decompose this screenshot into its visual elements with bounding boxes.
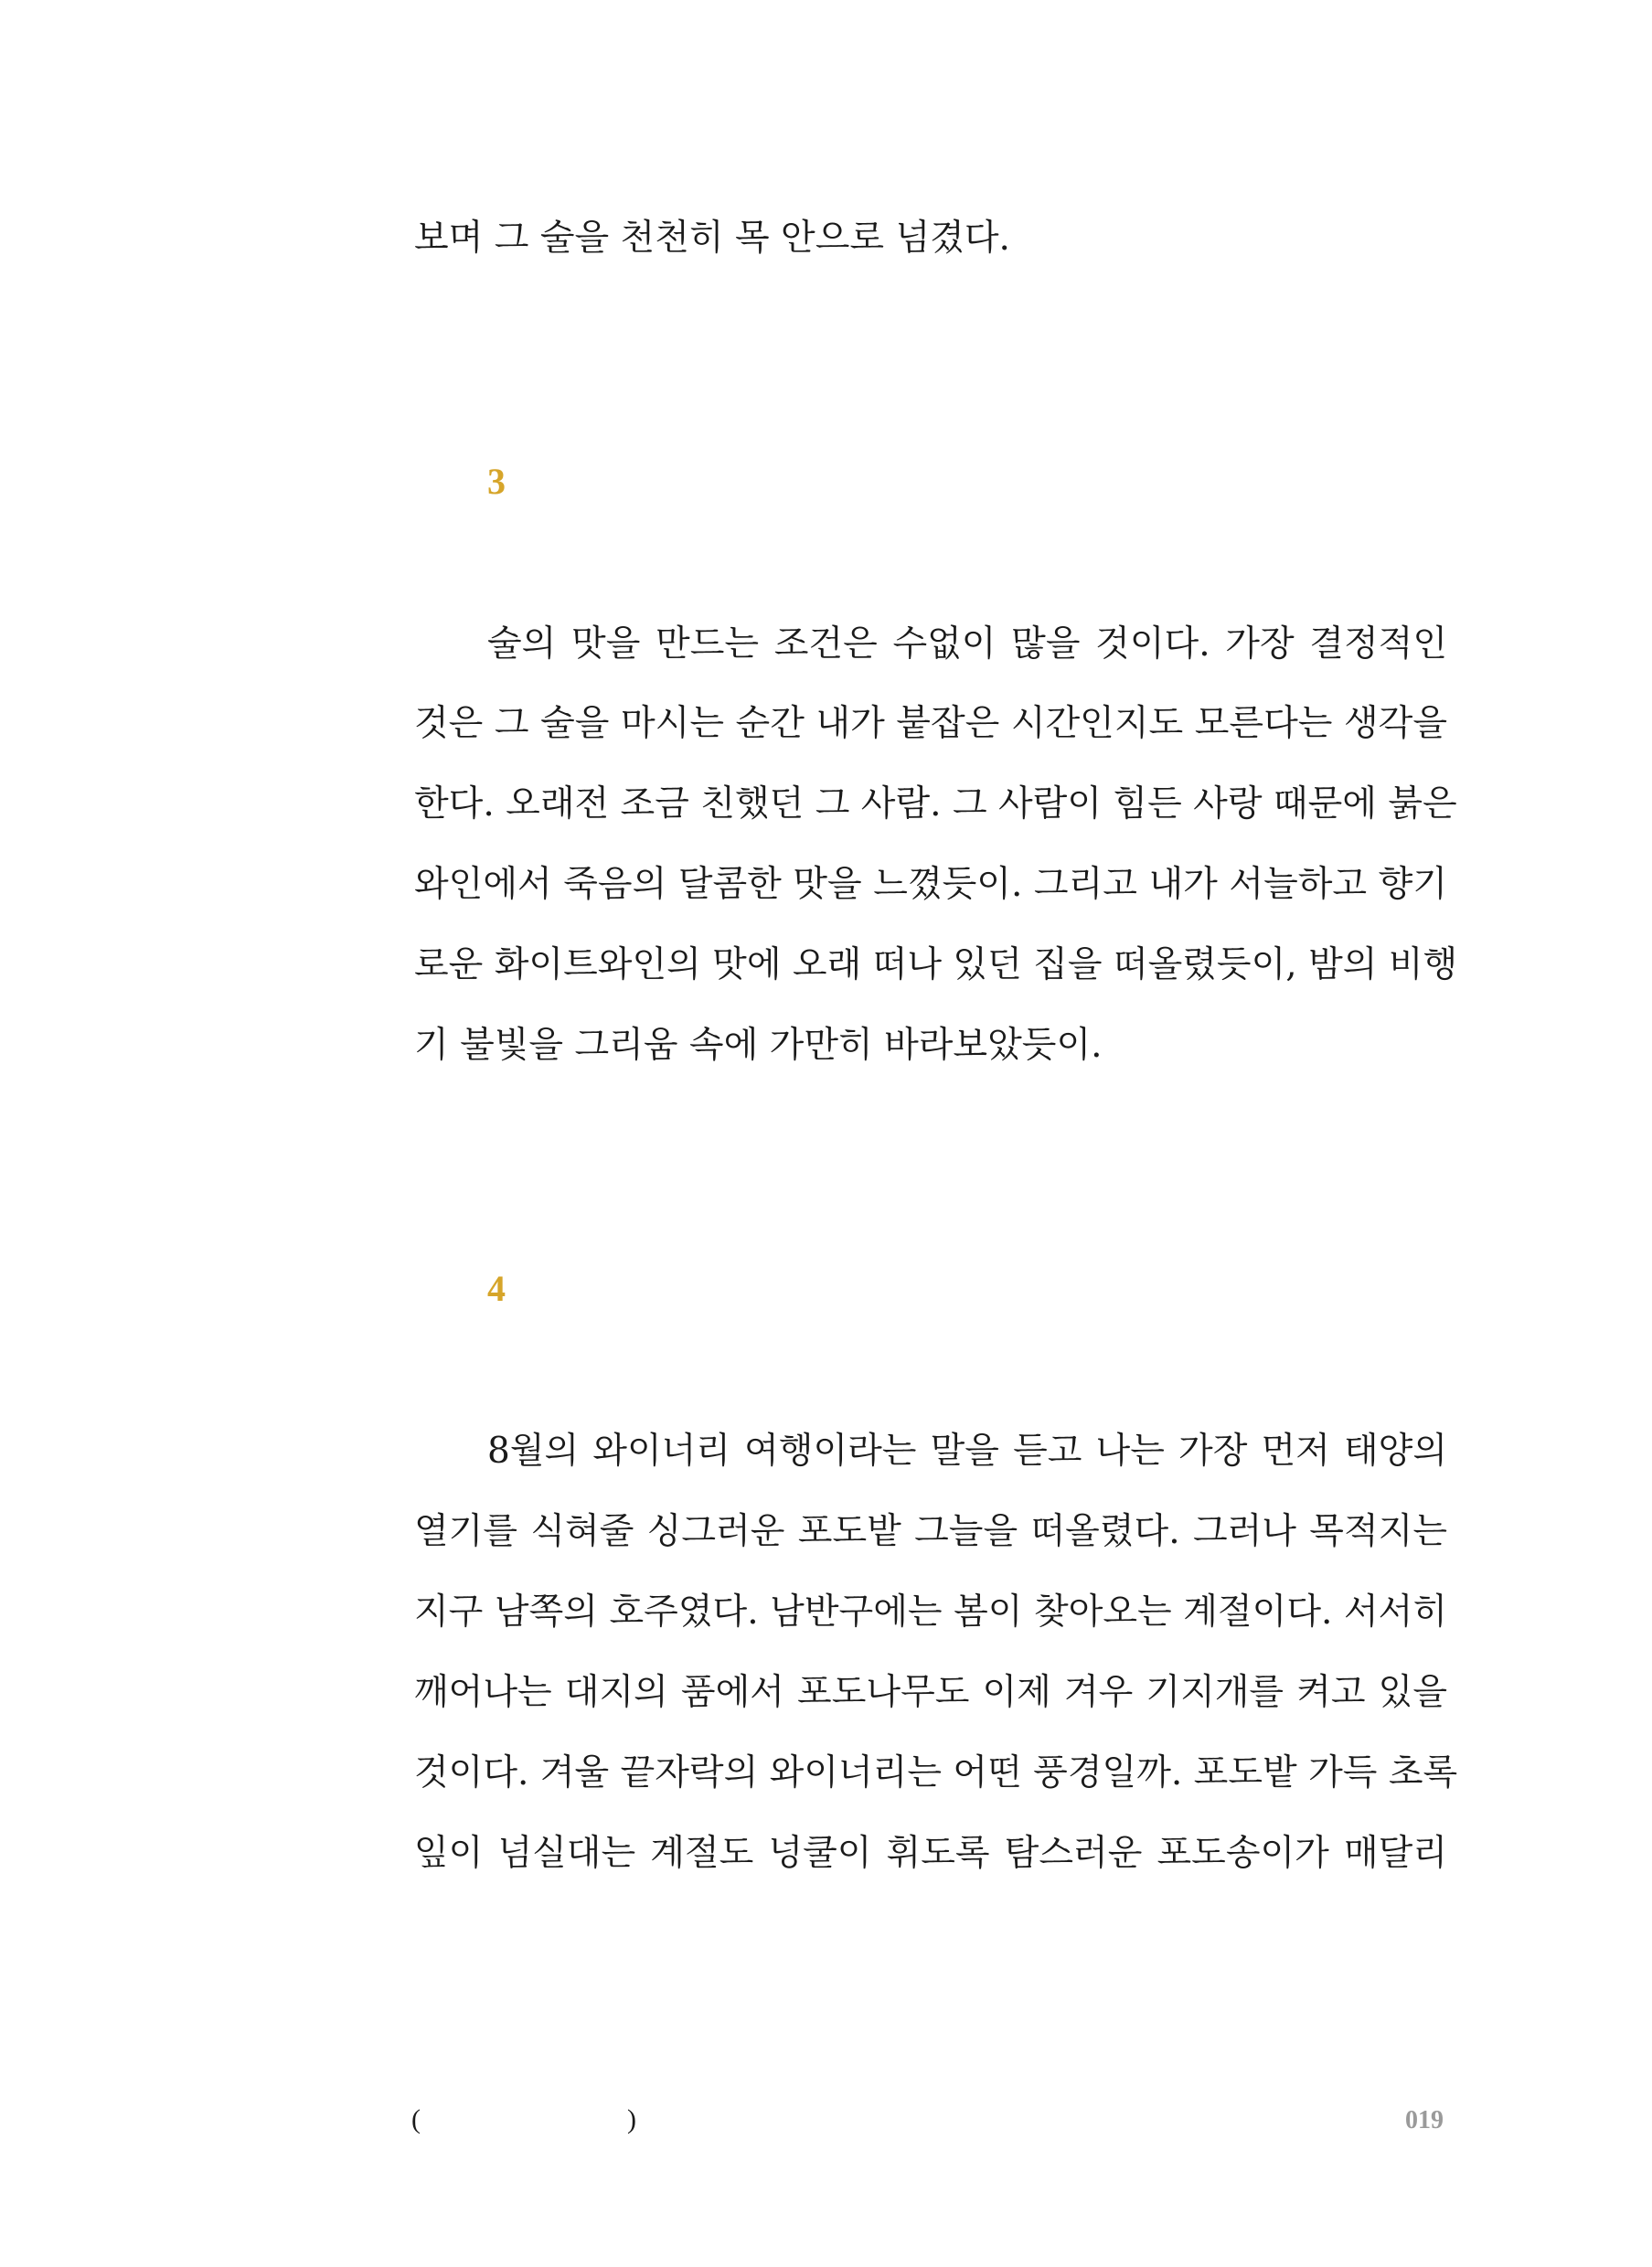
paragraph-line: 열기를 식혀줄 싱그러운 포도밭 그늘을 떠올렸다. 그러나 목적지는 — [414, 1511, 1447, 1552]
paragraph-line: 지구 남쪽의 호주였다. 남반구에는 봄이 찾아오는 계절이다. 서서히 — [414, 1591, 1447, 1633]
paragraph-line: 것은 그 술을 마시는 순간 내가 붙잡은 시간인지도 모른다는 생각을 — [414, 703, 1447, 744]
paragraph-line: 술의 맛을 만드는 조건은 수없이 많을 것이다. 가장 결정적인 — [487, 623, 1447, 665]
footer-open-paren: ( — [411, 2104, 421, 2134]
paragraph-line: 8월의 와이너리 여행이라는 말을 듣고 나는 가장 먼저 태양의 — [487, 1431, 1447, 1472]
paragraph-line: 한다. 오래전 조금 친했던 그 사람. 그 사람이 힘든 사랑 때문에 붉은 — [414, 783, 1457, 825]
page-number: 019 — [1405, 2106, 1444, 2134]
paragraph-line: 기 불빛을 그리움 속에 가만히 바라보았듯이. — [414, 1025, 1103, 1066]
section-number-3: 3 — [487, 461, 506, 502]
footer-close-paren: ) — [627, 2104, 636, 2134]
paragraph-line: 보며 그 술을 천천히 목 안으로 넘겼다. — [414, 218, 1010, 259]
paragraph-line: 와인에서 죽음의 달콤한 맛을 느꼈듯이. 그리고 내가 서늘하고 향기 — [414, 864, 1447, 905]
paragraph-line: 것이다. 겨울 끝자락의 와이너리는 어떤 풍경일까. 포도밭 가득 초록 — [414, 1752, 1458, 1793]
paragraph-line: 잎이 넘실대는 계절도 넝쿨이 휘도록 탐스러운 포도송이가 매달리 — [414, 1833, 1447, 1874]
section-number-4: 4 — [487, 1268, 506, 1309]
paragraph-line: 깨어나는 대지의 품에서 포도나무도 이제 겨우 기지개를 켜고 있을 — [414, 1672, 1447, 1713]
paragraph-line: 로운 화이트와인의 맛에 오래 떠나 있던 집을 떠올렸듯이, 밤의 비행 — [414, 944, 1458, 985]
